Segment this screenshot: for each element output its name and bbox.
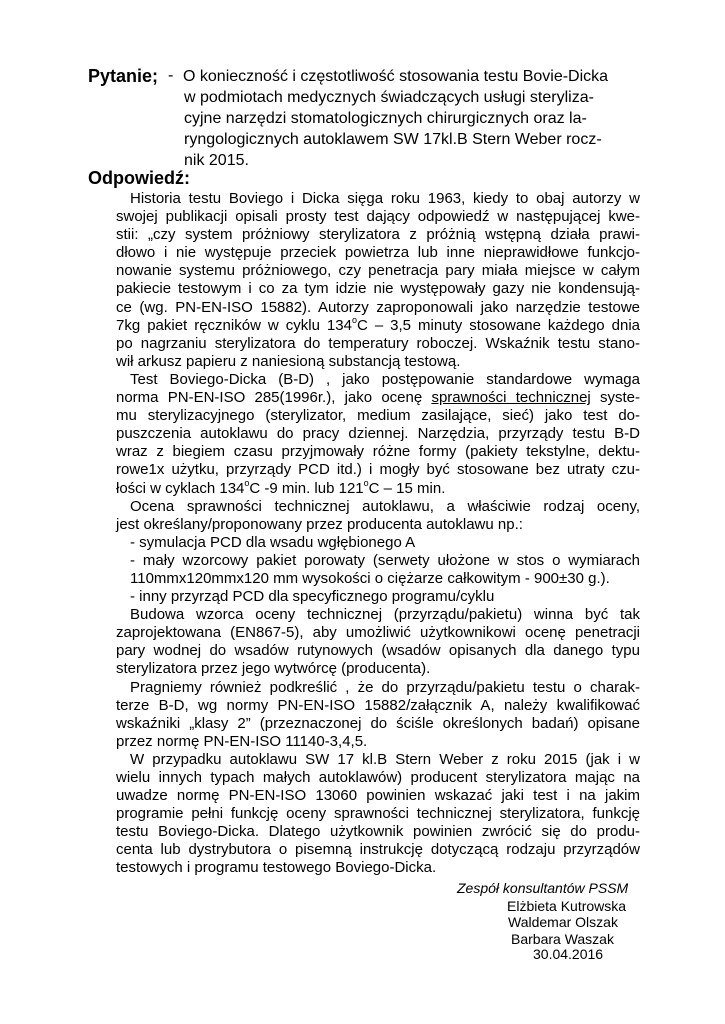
paragraph-line: Pragniemy również podkreślić , że do przyrządu/pakietu testu o charak- [130,678,640,696]
paragraph-line: puszczenia autoklawu do pracy dziennej. Narzędzia, przyrządy testu B-D [116,425,640,443]
signature-name: Elżbieta Kutrowska [507,898,627,914]
paragraph-line: Budowa wzorca oceny technicznej (przyrządu/pakietu) winna być tak [130,606,640,624]
paragraph-line: wraz z biegiem czasu przyjmowały różne formy (pakiety tekstylne, dektu- [116,443,640,461]
paragraph-line: wskaźniki „klasy 2” (przeznaczonej do ściśle określonych badań) opisane [116,714,640,732]
question-line: ryngologicznych autoklawem SW 17kl.B Stern Weber rocz- [184,131,602,148]
paragraph-line: sterylizatora przez jego wytwórcę (producenta). [116,660,431,678]
paragraph-line: ce (wg. PN-EN-ISO 15882). Autorzy zaproponowali jako narzędzie testowe [116,298,640,316]
signature-name: Barbara Waszak [511,931,614,947]
text-run: C – 15 min. [368,479,446,497]
answer-body [116,190,640,878]
paragraph-line: rowe1x użytku, przyrządy PCD itd.) i mogły być stosowane bez utraty czu- [116,461,640,479]
list-item: - mały wzorcowy pakiet porowaty (serwety ułożone w stos o wymiarach [130,551,640,569]
paragraph-line: wielu innych typach małych autoklawów) producent sterylizatora mając na [116,769,640,786]
paragraph-line: centa lub dystrybutora o pisemną instrukcję dotyczącą rodzaju przyrządów [116,841,640,859]
degree-sup: o [351,314,357,325]
list-item: 110mmx120mmx120 mm wysokości o ciężarze całkowitym - 900±30 g.). [130,569,610,587]
paragraph-line: Historia testu Boviego i Dicka sięga roku 1963, kiedy to obaj autorzy w [130,190,640,207]
question-label: Pytanie; [88,66,159,86]
question-line: nik 2015. [184,152,249,169]
paragraph-line: uwadze normę PN-EN-ISO 13060 powinien wskazać jaki test i na jakim [116,787,640,805]
paragraph-line: Test Boviego-Dicka (B-D) , jako postępowanie standardowe wymaga [130,370,640,388]
signature-team: Zespół konsultantów PSSM [457,880,629,896]
question-line: cyjne narzędzi stomatologicznych chirurgicznych oraz la- [184,110,587,127]
paragraph-line: nowanie systemu próżniowego, czy penetracja pary miała miejsce w całym [116,262,640,280]
paragraph-line: programie pełni funkcję oceny sprawności technicznej sterylizatora, funkcję [116,805,640,823]
paragraph-line: przez normę PN-EN-ISO 11140-3,4,5. [116,732,368,750]
paragraph-line: W przypadku autoklawu SW 17 kl.B Stern Weber z roku 2015 (jak i w [130,750,640,768]
question-line: O konieczność i częstotliwość stosowania testu Bovie-Dicka [183,68,609,85]
text-run: C – 3,5 minuty stosowane każdego dnia [356,316,640,334]
paragraph-line: dłowo i nie występuje przeciek powietrza lub inne nieprawidłowe funkcjo- [116,244,640,262]
paragraph-line: pary wodnej do wsadów rutynowych (wsadów opisanych dla danego typu [116,642,640,660]
paragraph-line: Ocena sprawności technicznej autoklawu, a właściwie rodzaj oceny, [130,497,640,515]
signature-name: Waldemar Olszak [508,914,618,930]
answer-label: Odpowiedź: [88,168,190,188]
text-run: C -9 min. lub 121 [249,479,364,497]
degree-sup: o [244,477,250,488]
question-line: w podmiotach medycznych świadczących usługi steryliza- [184,89,594,106]
underlined-text: sprawności technicznej [431,389,591,407]
paragraph-line: mu sterylizacyjnego (sterylizator, medium zasilające, sieć) jako test do- [116,407,640,425]
text-run: łości w cyklach 134 [116,479,245,497]
paragraph-line: testu Boviego-Dicka. Dlatego użytkownik powinien zwrócić się do produ- [116,823,640,841]
paragraph-line [116,389,640,407]
text-run: norma PN-EN-ISO 285(1996r.), jako ocenę [116,389,432,407]
paragraph-line: terze B-D, wg normy PN-EN-ISO 15882/załącznik A, należy kwalifikować [116,696,640,714]
paragraph-line: wił arkusz papieru z naniesioną substancją testową. [116,352,461,370]
paragraph-line: pakiecie testowym i co za tym idzie nie występowały gazy nie kondensują- [116,280,640,298]
paragraph-line [116,314,640,335]
text-run: syste- [590,389,640,407]
question-dash: - [168,67,174,84]
paragraph-line: zaprojektowana (EN867-5), aby umożliwić użytkownikowi ocenę penetracji [116,624,640,642]
paragraph-line: stii: „czy system próżniowy sterylizatora z próżnią wstępną działa prawi- [116,226,640,244]
list-item: - inny przyrząd PCD dla specyficznego programu/cyklu [130,588,495,606]
text-run: 7kg pakiet ręczników w cyklu 134 [116,316,352,334]
degree-sup: o [363,477,369,488]
paragraph-line: po nagrzaniu sterylizatora do temperatury roboczej. Wskaźnik testu stano- [116,334,640,352]
paragraph-line: swojej publikacji opisali prosty test dający odpowiedź w następującej kwe- [116,208,640,226]
paragraph-line: jest określany/proponowany przez producenta autoklawu np.: [116,515,523,533]
paragraph-line: testowych i programu testowego Boviego-Dicka. [116,859,437,877]
list-item: - symulacja PCD dla wsadu wgłębionego A [130,533,416,551]
signature-date: 30.04.2016 [533,946,604,962]
paragraph-line [116,477,640,498]
